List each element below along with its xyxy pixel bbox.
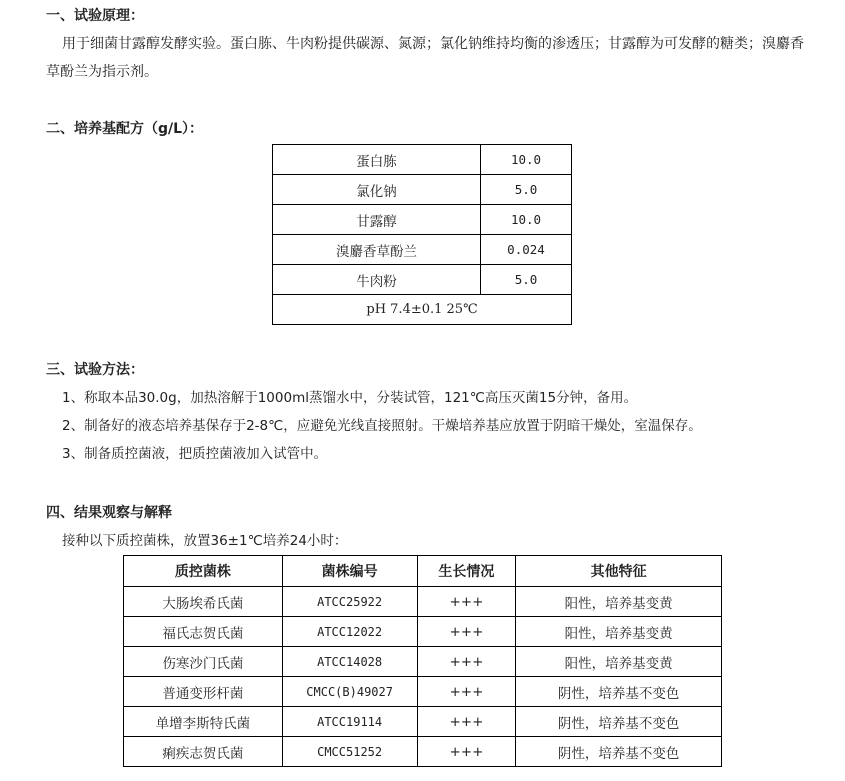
strain-id: ATCC25922 [282,587,417,617]
qc-strains-table [123,555,722,767]
other-features: 阴性，培养基不变色 [516,677,722,707]
ingredient-name: 甘露醇 [273,205,481,235]
table-row [124,677,722,707]
table-row [124,737,722,767]
ph-value: pH 7.4±0.1 25℃ [273,295,572,325]
section-title-results: 四、结果观察与解释 [46,505,172,521]
ingredient-name: 蛋白胨 [273,145,481,175]
strain-id: ATCC19114 [282,707,417,737]
principle-text: 用于细菌甘露醇发酵实验。蛋白胨、牛肉粉提供碳源、氮源；氯化钠维持均衡的渗透压；甘露醇为可发酵的糖类；溴麝香草酚兰为指示剂。 [46,36,804,80]
strain-name: 单增李斯特氏菌 [124,707,283,737]
strain-name: 大肠埃希氏菌 [124,587,283,617]
ingredient-amount: 10.0 [481,145,572,175]
strain-id: ATCC14028 [282,647,417,677]
column-header: 菌株编号 [282,556,417,587]
strain-name: 福氏志贺氏菌 [124,617,283,647]
table-row [124,647,722,677]
other-features: 阳性，培养基变黄 [516,647,722,677]
growth-result: +++ [417,587,516,617]
results-intro: 接种以下质控菌株，放置36±1℃培养24小时： [62,533,348,549]
ingredient-name: 氯化钠 [273,175,481,205]
method-step: 1、称取本品30.0g，加热溶解于1000ml蒸馏水中，分装试管，121℃高压灭菌15分钟，备用。 [62,390,638,406]
growth-result: +++ [417,737,516,767]
method-step: 3、制备质控菌液，把质控菌液加入试管中。 [62,446,328,462]
other-features: 阴性，培养基不变色 [516,707,722,737]
strain-name: 痢疾志贺氏菌 [124,737,283,767]
growth-result: +++ [417,647,516,677]
ingredient-amount: 0.024 [481,235,572,265]
strain-name: 伤寒沙门氏菌 [124,647,283,677]
other-features: 阴性，培养基不变色 [516,737,722,767]
column-header: 其他特征 [516,556,722,587]
table-row [273,295,572,325]
strain-name: 普通变形杆菌 [124,677,283,707]
growth-result: +++ [417,617,516,647]
table-row [273,265,572,295]
table-row [273,205,572,235]
column-header: 质控菌株 [124,556,283,587]
table-row [124,587,722,617]
section-title-principle: 一、试验原理： [46,8,144,24]
table-row [124,617,722,647]
column-header: 生长情况 [417,556,516,587]
other-features: 阳性，培养基变黄 [516,617,722,647]
table-row [273,145,572,175]
ingredient-name: 牛肉粉 [273,265,481,295]
section-title-method: 三、试验方法： [46,362,144,378]
ingredient-amount: 5.0 [481,265,572,295]
ingredient-amount: 10.0 [481,205,572,235]
other-features: 阳性，培养基变黄 [516,587,722,617]
method-step: 2、制备好的液态培养基保存于2-8℃，应避免光线直接照射。干燥培养基应放置于阴暗干燥处，室温保存。 [62,418,702,434]
table-row [124,707,722,737]
growth-result: +++ [417,707,516,737]
formula-table [272,144,572,325]
table-header-row [124,556,722,587]
growth-result: +++ [417,677,516,707]
ingredient-name: 溴麝香草酚兰 [273,235,481,265]
table-row [273,235,572,265]
strain-id: CMCC51252 [282,737,417,767]
strain-id: ATCC12022 [282,617,417,647]
ingredient-amount: 5.0 [481,175,572,205]
table-row [273,175,572,205]
strain-id: CMCC(B)49027 [282,677,417,707]
section-title-formula: 二、培养基配方（g/L）： [46,121,204,137]
